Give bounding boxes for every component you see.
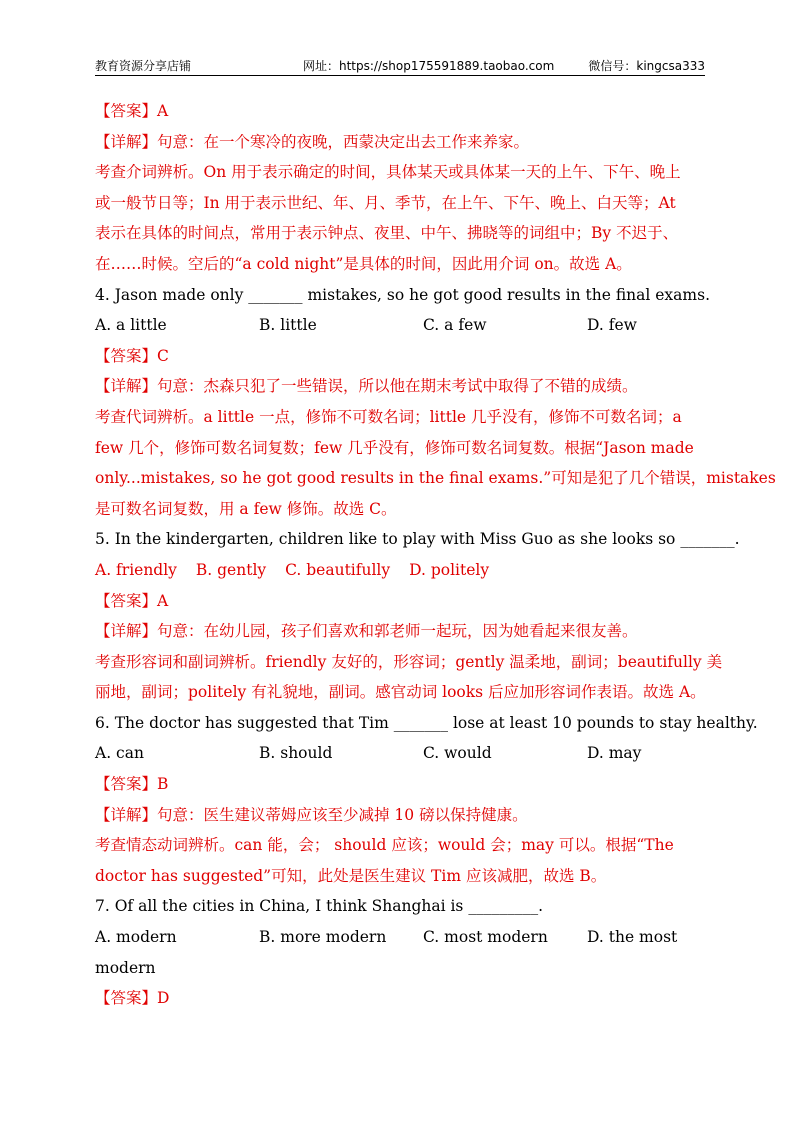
option-7d: D. the most <box>587 928 678 947</box>
explanation-4-line3: only...mistakes, so he got good results in the final exams.”可知是犯了几个错误，mistakes <box>95 469 776 488</box>
shop-url: 网址：https://shop175591889.taobao.com <box>303 59 555 73</box>
explanation-3-line3: 表示在具体的时间点，常用于表示钟点、夜里、中午、拂晓等的词组中；By 不迟于、 <box>95 224 679 243</box>
document-body <box>95 96 776 1014</box>
option-7c: C. most modern <box>423 928 548 947</box>
options-7 <box>95 922 705 953</box>
explanation-4-line2: few 几个，修饰可数名词复数；few 几乎没有，修饰可数名词复数。根据“Jason made <box>95 438 694 457</box>
explanation-6-line1: 考查情态动词辨析。can 能，会； should 应该；would 会；may 可以。根据“The <box>95 836 674 855</box>
option-6a: A. can <box>95 744 144 763</box>
answer-6: 【答案】B <box>95 775 169 794</box>
explanation-4-line1: 考查代词辨析。a little 一点，修饰不可数名词；little 几乎没有，修饰不可数名词；a <box>95 407 682 426</box>
option-7a: A. modern <box>95 928 177 947</box>
question-6: 6. The doctor has suggested that Tim _______ lose at least 10 pounds to stay healthy. <box>95 713 758 732</box>
question-4: 4. Jason made only _______ mistakes, so he got good results in the final exams. <box>95 285 710 304</box>
options-4 <box>95 310 705 341</box>
question-5: 5. In the kindergarten, children like to play with Miss Guo as she looks so _______. <box>95 530 740 549</box>
option-5d: D. politely <box>409 560 490 579</box>
explanation-3-line4: 在……时候。空后的“a cold night”是具体的时间，因此用介词 on。故选 A。 <box>95 254 632 273</box>
shop-name: 教育资源分享店铺 <box>95 59 192 73</box>
option-6c: C. would <box>423 744 492 763</box>
explanation-3-line1: 考查介词辨析。On 用于表示确定的时间，具体某天或具体某一天的上午、下午、晚上 <box>95 163 681 182</box>
option-6b: B. should <box>259 744 333 763</box>
explanation-5-line2: 丽地，副词；politely 有礼貌地，副词。感官动词 looks 后应加形容词作表语。故选 A。 <box>95 683 706 702</box>
answer-5: 【答案】A <box>95 591 169 610</box>
option-4b: B. little <box>259 316 317 335</box>
answer-7: 【答案】D <box>95 989 170 1008</box>
wechat-id: 微信号：kingcsa333 <box>588 59 705 73</box>
explanation-5-line1: 考查形容词和副词辨析。friendly 友好的，形容词；gently 温柔地，副词；beautifully 美 <box>95 652 723 671</box>
detail-3: 【详解】句意：在一个寒冷的夜晚，西蒙决定出去工作来养家。 <box>95 132 530 151</box>
question-7: 7. Of all the cities in China, I think Shanghai is _________. <box>95 897 543 916</box>
option-7d-continued: modern <box>95 958 156 977</box>
detail-4: 【详解】句意：杰森只犯了一些错误，所以他在期末考试中取得了不错的成绩。 <box>95 377 638 396</box>
detail-5: 【详解】句意：在幼儿园，孩子们喜欢和郭老师一起玩，因为她看起来很友善。 <box>95 622 638 641</box>
options-6 <box>95 738 705 769</box>
explanation-4-line4: 是可数名词复数，用 a few 修饰。故选 C。 <box>95 499 397 518</box>
answer-3: 【答案】A <box>95 102 169 120</box>
option-4d: D. few <box>587 316 637 335</box>
detail-6: 【详解】句意：医生建议蒂姆应该至少减掉 10 磅以保持健康。 <box>95 805 528 824</box>
option-6d: D. may <box>587 744 642 763</box>
answer-4: 【答案】C <box>95 346 169 365</box>
options-5 <box>95 555 705 586</box>
option-7b: B. more modern <box>259 928 387 947</box>
option-5c: C. beautifully <box>285 560 391 579</box>
page-header <box>95 57 705 76</box>
option-4c: C. a few <box>423 316 487 335</box>
explanation-6-line2: doctor has suggested”可知，此处是医生建议 Tim 应该减肥，故选 B。 <box>95 866 607 885</box>
option-4a: A. a little <box>95 316 167 335</box>
option-5a: A. friendly <box>95 560 177 579</box>
option-5b: B. gently <box>195 560 267 579</box>
explanation-3-line2: 或一般节日等；In 用于表示世纪、年、月、季节，在上午、下午、晚上、白天等；At <box>95 193 676 212</box>
